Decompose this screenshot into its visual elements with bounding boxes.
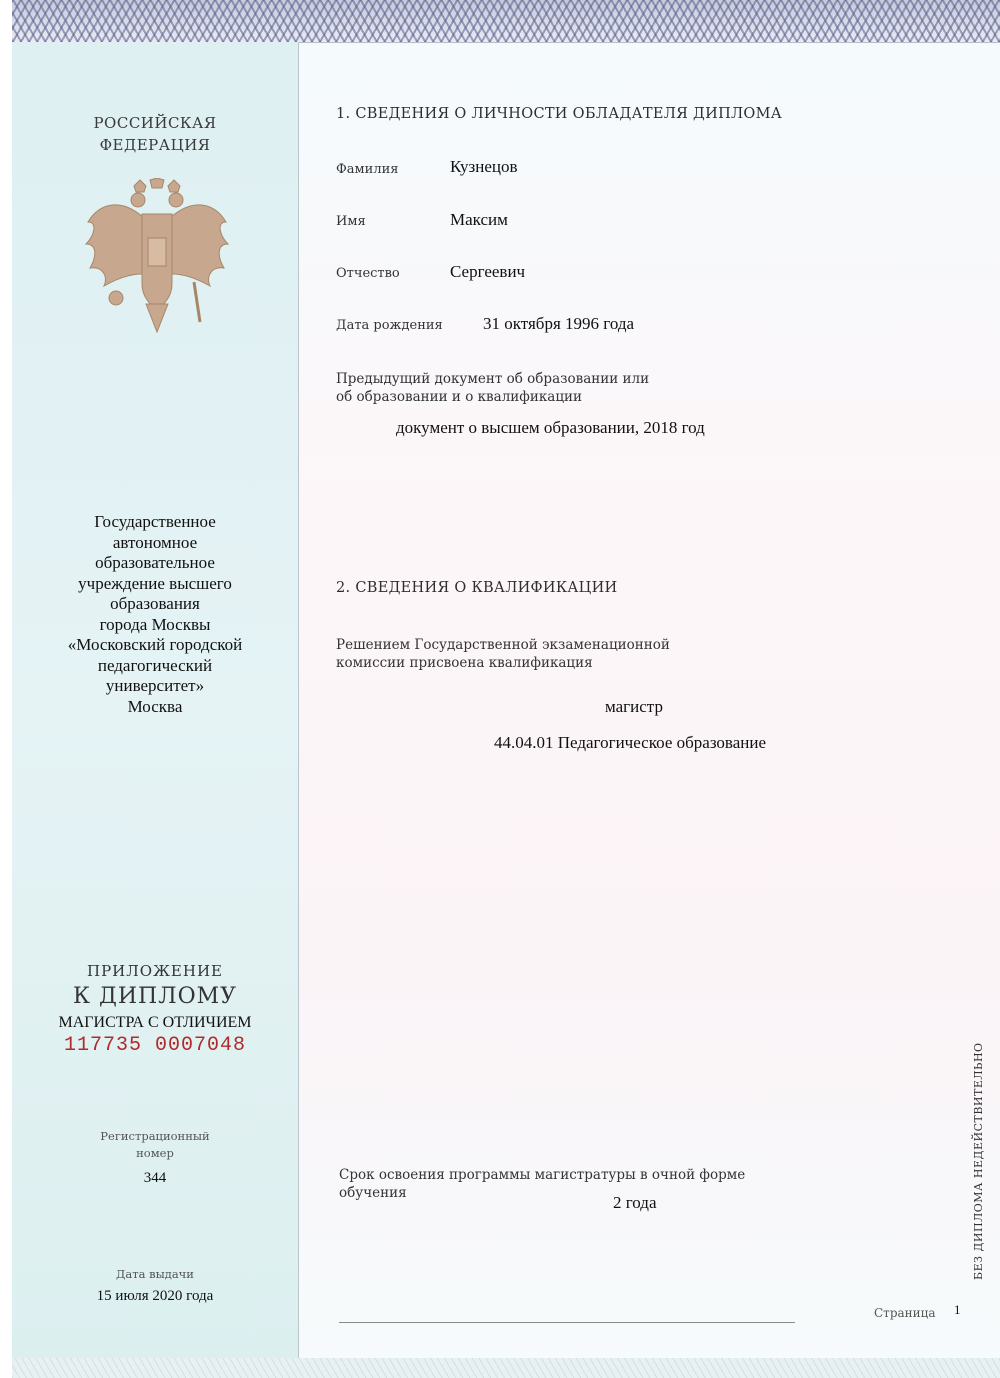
double-headed-eagle-icon	[82, 178, 232, 338]
study-term-label	[339, 1166, 745, 1202]
previous-document-label	[336, 370, 649, 406]
country-name	[12, 112, 298, 156]
qualification-decision-line-1: Решением Государственной экзаменационной	[336, 637, 670, 653]
university-line: «Московский городской	[67, 635, 243, 654]
registration-label-line-1: Регистрационный	[100, 1129, 210, 1143]
qualification-decision-line-2: комиссии присвоена квалификация	[336, 655, 593, 671]
previous-document-line-2: об образовании и о квалификации	[336, 389, 583, 405]
study-term-line-2: обучения	[339, 1185, 407, 1201]
page-label: Страница	[874, 1306, 936, 1320]
name-value: Максим	[450, 210, 508, 229]
birth-date-label: Дата рождения	[336, 318, 443, 333]
qualification-value: магистр	[605, 697, 663, 716]
birth-date-value: 31 октября 1996 года	[483, 314, 635, 333]
previous-document-value: документ о высшем образовании, 2018 год	[396, 418, 705, 437]
validity-note: БЕЗ ДИПЛОМА НЕДЕЙСТВИТЕЛЬНО	[972, 1042, 985, 1280]
university-line: учреждение высшего	[78, 573, 232, 593]
university-line: образования	[110, 594, 200, 613]
registration-number: 344	[143, 1170, 167, 1186]
registration-label-line-2: номер	[136, 1146, 174, 1160]
university-line: образовательное	[95, 553, 215, 572]
section-2-heading: 2. СВЕДЕНИЯ О КВАЛИФИКАЦИИ	[336, 580, 618, 596]
program-value: 44.04.01 Педагогическое образование	[494, 733, 767, 752]
country-line-1: РОССИЙСКАЯ	[93, 114, 217, 132]
patronymic-value: Сергеевич	[450, 262, 526, 281]
country-line-2: ФЕДЕРАЦИЯ	[99, 136, 211, 154]
degree-type: МАГИСТРА С ОТЛИЧИЕМ	[58, 1014, 252, 1031]
appendix-title: ПРИЛОЖЕНИЕ	[87, 962, 223, 980]
issue-date: 15 июля 2020 года	[96, 1288, 214, 1304]
issue-date-label: Дата выдачи	[116, 1267, 194, 1281]
study-term-value: 2 года	[613, 1193, 657, 1212]
security-pattern-top	[12, 0, 1000, 43]
surname-value: Кузнецов	[450, 157, 518, 176]
study-term-line-1: Срок освоения программы магистратуры в очной форме	[339, 1167, 746, 1183]
diploma-number: 117735 0007048	[63, 1034, 247, 1057]
surname-label: Фамилия	[336, 162, 399, 177]
registration-label	[12, 1128, 298, 1162]
name-label: Имя	[336, 214, 366, 229]
signature-line	[339, 1322, 795, 1323]
page-number: 1	[954, 1302, 961, 1317]
patronymic-label: Отчество	[336, 266, 400, 281]
university-line: университет»	[105, 676, 205, 695]
university-city: Москва	[127, 696, 183, 716]
diploma-appendix-page	[12, 0, 1000, 1378]
university-line: города Москвы	[99, 614, 211, 634]
qualification-decision	[336, 636, 670, 672]
security-pattern-bottom	[12, 1358, 1000, 1378]
university-name	[12, 512, 298, 717]
section-1-heading: 1. СВЕДЕНИЯ О ЛИЧНОСТИ ОБЛАДАТЕЛЯ ДИПЛОМА	[336, 106, 783, 122]
previous-document-line-1: Предыдущий документ об образовании или	[336, 371, 650, 387]
university-line: Государственное	[94, 512, 216, 531]
university-line: педагогический	[97, 655, 213, 675]
appendix-subtitle: К ДИПЛОМУ	[72, 984, 238, 1009]
university-line: автономное	[112, 532, 198, 552]
